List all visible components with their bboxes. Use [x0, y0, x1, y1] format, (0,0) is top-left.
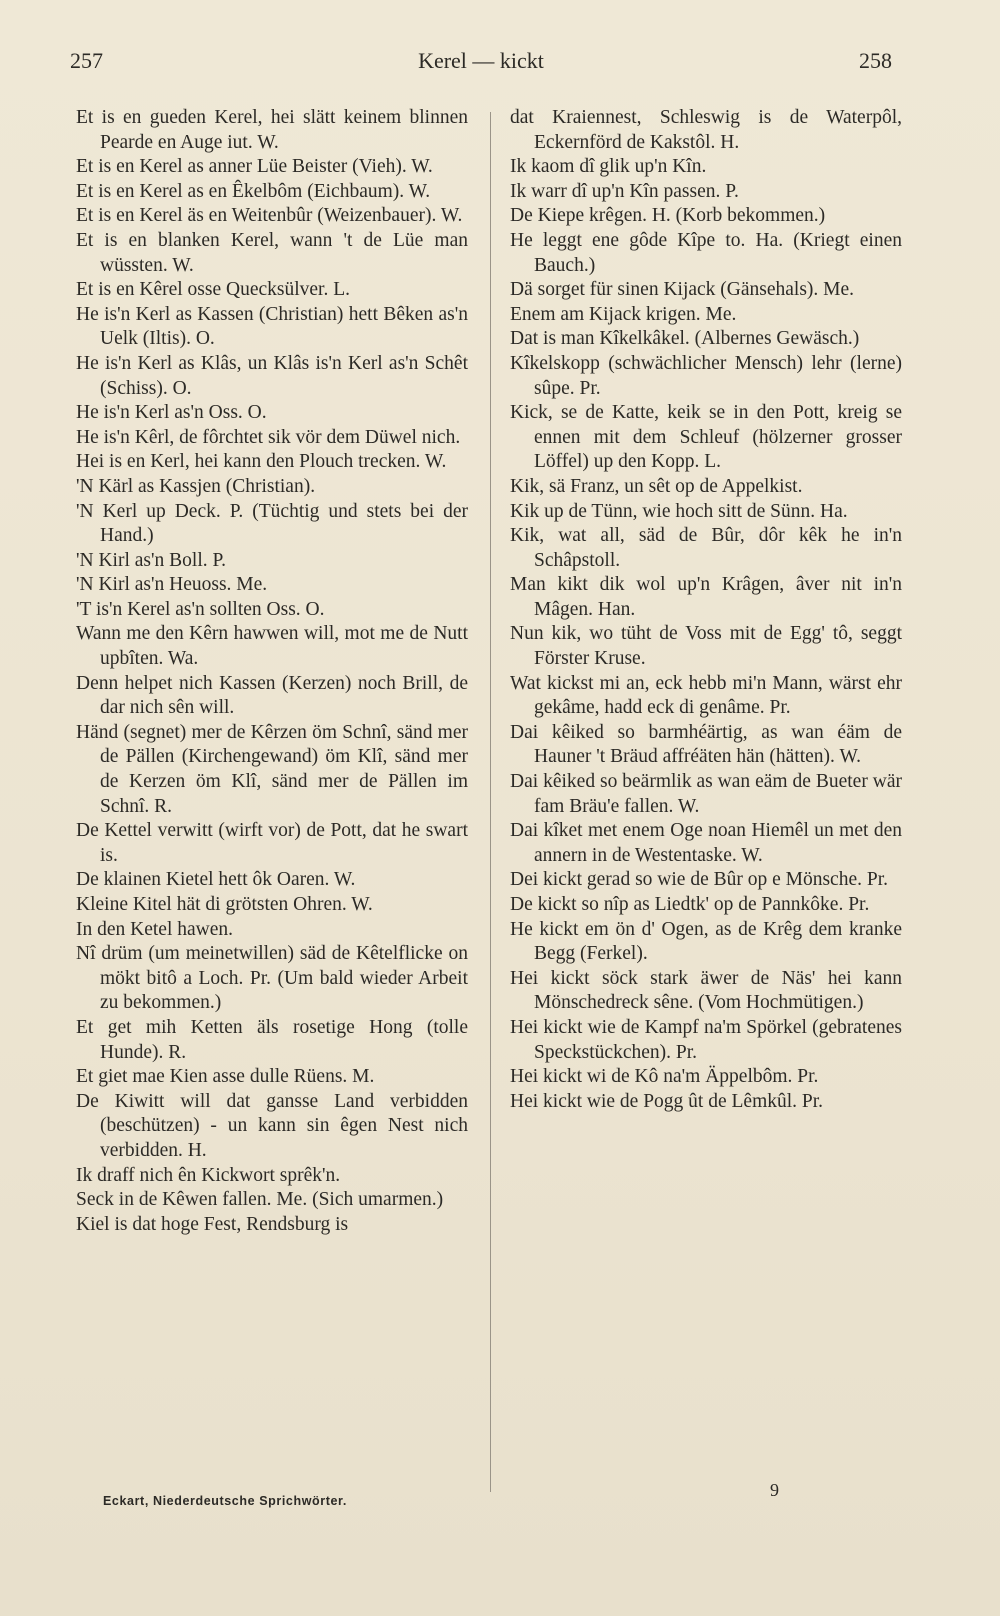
proverb-entry: Nun kik, wo tüht de Voss mit de Egg' tô, seggt Förster Kruse. [510, 623, 902, 670]
proverb-entry: Dat is man Kîkelkâkel. (Albernes Gewäsch.) [510, 328, 860, 350]
proverb-entry: Kik up de Tünn, wie hoch sitt de Sünn. Ha. [510, 500, 848, 522]
proverb-entry: Man kikt dik wol up'n Krâgen, âver nit in'n Mâgen. Han. [510, 574, 902, 620]
proverb-entry: Hei is en Kerl, hei kann den Plouch trecken. W. [76, 451, 447, 473]
proverb-entry: Et is en gueden Kerel, hei slätt keinem blinnen Pearde en Auge iut. W. [76, 107, 468, 153]
proverb-entry: Kleine Kitel hät di grötsten Ohren. W. [76, 894, 373, 915]
proverb-entry: 'N Kerl up Deck. P. (Tüchtig und stets bei der Hand.) [76, 500, 468, 547]
proverb-entry: Kik, wat all, säd de Bûr, dôr kêk he in'n Schâpstoll. [510, 525, 902, 571]
proverb-entry: 'T is'n Kerel as'n sollten Oss. O. [76, 598, 325, 620]
proverb-entry: He is'n Kerl as'n Oss. O. [76, 402, 267, 424]
proverb-entry: Et is en Kerel as en Êkelbôm (Eichbaum). W. [76, 180, 431, 202]
proverb-entry: Ik warr dî up'n Kîn passen. P. [510, 180, 739, 202]
proverb-entry: Wann me den Kêrn hawwen will, mot me de Nutt upbîten. Wa. [76, 623, 468, 670]
proverb-entry: Kiel is dat hoge Fest, Rendsburg is [76, 1213, 349, 1235]
footer-imprint: Eckart, Niederdeutsche Sprichwörter. [103, 1494, 347, 1508]
proverb-entry: 'N Kirl as'n Boll. P. [76, 549, 227, 571]
proverb-entry: De Kiwitt will dat gansse Land verbidden (beschützen) - un kann sin êgen Nest nich verbidden. H. [76, 1090, 468, 1161]
proverb-entry: De Kiepe krêgen. H. (Korb bekommen.) [510, 205, 826, 227]
proverb-entry: Et giet mae Kien asse dulle Rüens. M. [76, 1066, 375, 1088]
proverb-entry: 'N Kirl as'n Heuoss. Me. [76, 574, 268, 596]
proverb-entry: Kick, se de Katte, keik se in den Pott, kreig se ennen mit dem Schleuf (hölzerner grosser Löffel) up den Kopp. L. [510, 402, 902, 473]
proverb-entry: Kîkelskopp (schwächlicher Mensch) lehr (lerne) sûpe. Pr. [510, 352, 902, 399]
proverb-entry: Et is en Kerel äs en Weitenbûr (Weizenbauer). W. [76, 205, 463, 227]
proverb-entry: Hei kickt wi de Kô na'm Äppelbôm. Pr. [510, 1066, 819, 1088]
proverb-entry: Dai kêiked so barmhéärtig, as wan éäm de Hauner 't Bräud affréäten hän (hätten). W. [510, 721, 902, 768]
proverb-entry: Dai kîket met enem Oge noan Hiemêl un met den annern in de Westentaske. W. [510, 820, 902, 866]
proverb-entry: De Kettel verwitt (wirft vor) de Pott, dat he swart is. [76, 820, 468, 866]
proverb-entry: Et get mih Ketten äls rosetige Hong (tolle Hunde). R. [76, 1016, 468, 1063]
proverb-entry: Hei kickt wie de Kampf na'm Spörkel (gebratenes Speckstückchen). Pr. [510, 1016, 902, 1063]
page-number-left: 257 [70, 48, 103, 73]
proverb-entry: Hei kickt wie de Pogg ût de Lêmkûl. Pr. [510, 1090, 824, 1112]
page-number-right: 258 [859, 48, 892, 73]
proverb-entry: He kickt em ön d' Ogen, as de Krêg dem kranke Begg (Ferkel). [510, 918, 902, 965]
proverb-entry: Dä sorget für sinen Kijack (Gänsehals). Me. [510, 279, 855, 301]
proverb-entry: De klainen Kietel hett ôk Oaren. W. [76, 869, 356, 891]
proverb-entry: In den Ketel hawen. [76, 918, 234, 940]
proverb-entry: He is'n Kerl as Kassen (Christian) hett Bêken as'n Uelk (Iltis). O. [76, 303, 468, 350]
running-header [70, 48, 892, 84]
proverb-entry: Et is en Kêrel osse Quecksülver. L. [76, 279, 351, 301]
proverb-entry: Dei kickt gerad so wie de Bûr op e Mönsche. Pr. [510, 869, 889, 891]
left-column [76, 106, 468, 1237]
proverb-entry: 'N Kärl as Kassjen (Christian). [76, 475, 316, 497]
proverb-entry: Nî drüm (um meinetwillen) säd de Kêtelflicke on mökt bitô a Loch. Pr. (Um bald wieder Arbeit zu bekommen.) [76, 943, 468, 1014]
proverb-entry: Händ (segnet) mer de Kêrzen öm Schnî, sänd mer de Pällen (Kirchengewand) öm Klî, sänd mer de Kerzen öm Klî, sänd mer de Pällen im Schnî. R. [76, 721, 468, 817]
column-divider [490, 112, 491, 1492]
header-title: Kerel — kickt [418, 48, 544, 73]
proverb-entry: He is'n Kêrl, de fôrchtet sik vör dem Düwel nich. [76, 426, 461, 448]
proverb-entry: Dai kêiked so beärmlik as wan eäm de Bueter wär fam Bräu'e fallen. W. [510, 771, 902, 817]
signature-mark: 9 [770, 1480, 779, 1500]
right-column [510, 106, 902, 1114]
proverb-entry: Kik, sä Franz, un sêt op de Appelkist. [510, 475, 803, 497]
proverb-entry: Wat kickst mi an, eck hebb mi'n Mann, wärst ehr gekâme, hadd eck di genâme. Pr. [510, 672, 902, 719]
proverb-entry: He leggt ene gôde Kîpe to. Ha. (Kriegt einen Bauch.) [510, 229, 902, 276]
proverb-entry: He is'n Kerl as Klâs, un Klâs is'n Kerl as'n Schêt (Schiss). O. [76, 352, 468, 399]
proverb-entry: Seck in de Kêwen fallen. Me. (Sich umarmen.) [76, 1189, 444, 1211]
proverb-entry: Ik draff nich ên Kickwort sprêk'n. [76, 1164, 341, 1186]
proverb-entry: dat Kraiennest, Schleswig is de Waterpôl, Eckernförd de Kakstôl. H. [510, 107, 902, 153]
proverb-entry: Denn helpet nich Kassen (Kerzen) noch Brill, de dar nich sên will. [76, 672, 468, 719]
proverb-entry: Enem am Kijack krigen. Me. [510, 303, 737, 325]
proverb-entry: De kickt so nîp as Liedtk' op de Pannkôke. Pr. [510, 894, 870, 915]
proverb-entry: Et is en blanken Kerel, wann 't de Lüe man wüssten. W. [76, 229, 468, 276]
proverb-entry: Ik kaom dî glik up'n Kîn. [510, 156, 707, 178]
proverb-entry: Hei kickt söck stark äwer de Näs' hei kann Mönschedreck sêne. (Vom Hochmütigen.) [510, 967, 902, 1014]
proverb-entry: Et is en Kerel as anner Lüe Beister (Vieh). W. [76, 156, 433, 178]
